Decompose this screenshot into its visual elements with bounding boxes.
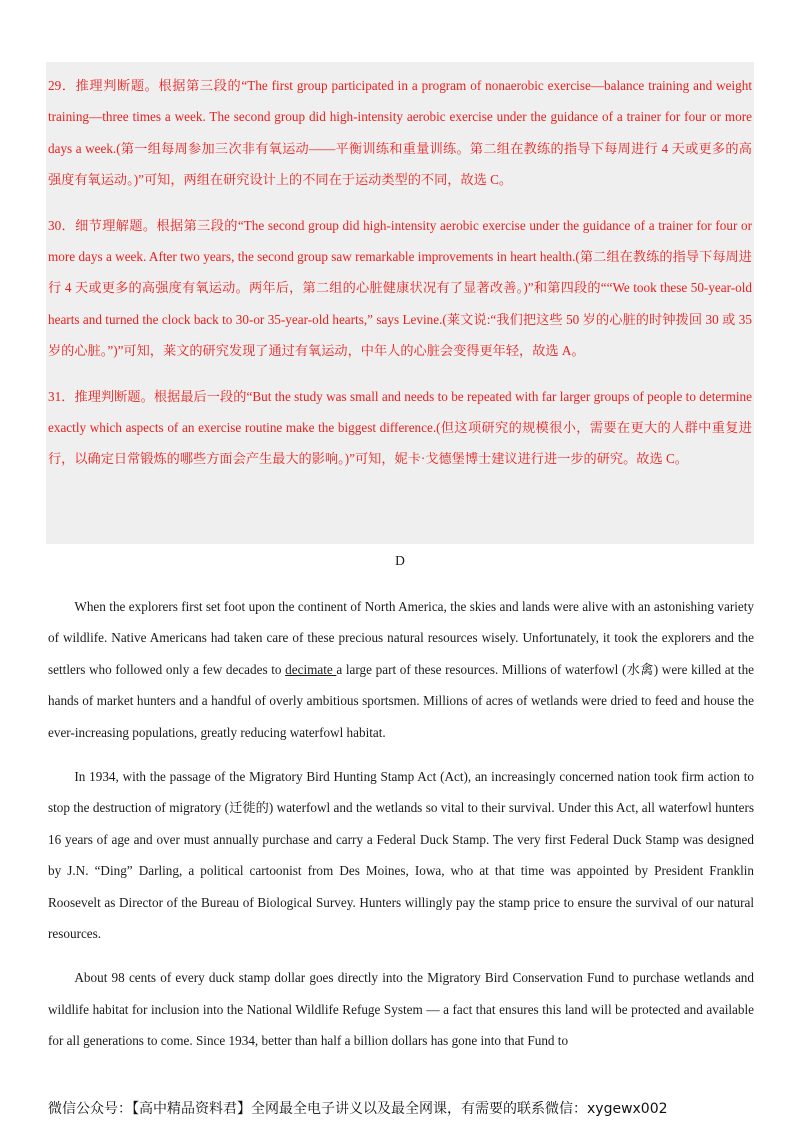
answer-explanation-29: 29．推理判断题。根据第三段的“The first group participated in a program of nonaerobic exercise—balance training and weight training—three times a week. The second group did high-intensity aerobic exercise under the guidance of a trainer for four or more days a week.(第一组每周参加三次非有氧运动——平衡训练和重量训练。第二组在教练的指导下每周进行 4 天或更多的高强度有氧运动。)”可知，两组在研究设计上的不同在于运动类型的不同，故选 C。 xyxy=(48,78,752,188)
passage-paragraph-3: About 98 cents of every duck stamp dollar goes directly into the Migratory Bird Conservation Fund to purchase wetlands and wildlife habitat for inclusion into the National Wildlife Refuge System — a fact that ensures this land will be protected and available for all generations to come. Since 1934, better than half a billion dollars has gone into that Fund to xyxy=(48,970,754,1049)
answer-explanation-30: 30．细节理解题。根据第三段的“The second group did high-intensity aerobic exercise under the guidance of a trainer for four or more days a week. After two years, the second group saw remarkable improvements in heart health.(第二组在教练的指导下每周进行 4 天或更多的高强度有氧运动。两年后，第二组的心脏健康状况有了显著改善。)”和第四段的““We took these 50-year-old hearts and turned the clock back to 30-or 35-year-old hearts,” says Levine.(莱文说:“我们把这些 50 岁的心脏的时钟拨回 30 或 35 岁的心脏。”)”可知，莱文的研究发现了通过有氧运动，中年人的心脏会变得更年轻，故选 A。 xyxy=(48,217,752,359)
passage-paragraph-2: In 1934, with the passage of the Migratory Bird Hunting Stamp Act (Act), an increasingly concerned nation took firm action to stop the destruction of migratory (迁徙的) waterfowl and the wetlands so vital to their survival. Under this Act, all waterfowl hunters 16 years of age and over must annually purchase and carry a Federal Duck Stamp. The very first Federal Duck Stamp was designed by J.N. “Ding” Darling, a political cartoonist from Des Moines, Iowa, who at that time was appointed by President Franklin Roosevelt as Director of the Bureau of Biological Survey. Hunters willingly pay the stamp price to ensure the survival of our natural resources. xyxy=(48,769,754,942)
footer-note: 微信公众号：【高中精品资料君】全网最全电子讲义以及最全网课，有需要的联系微信：xygewx002 xyxy=(48,1101,668,1117)
answer-explanation-box xyxy=(46,62,754,544)
reading-passage xyxy=(48,591,754,1070)
answer-explanation-31: 31．推理判断题。根据最后一段的“But the study was small and needs to be repeated with far larger groups of people to determine exactly which aspects of an exercise routine make the biggest difference.(但这项研究的规模很小，需要在更大的人群中重复进行，以确定日常锻炼的哪些方面会产生最大的影响。)”可知，妮卡·戈德堡博士建议进行进一步的研究。故选 C。 xyxy=(48,388,752,467)
passage-text: a large part of these resources. Millions of waterfowl (水禽) were killed at the hands of market hunters and a handful of overly ambitious sportsmen. Millions of acres of wetlands were dried to feed and house the ever-increasing populations, greatly reducing waterfowl habitat. xyxy=(48,661,755,740)
passage-text: When the explorers first set foot upon the continent of North America, the skies and lands were alive with an astonishing variety of wildlife. Native Americans had taken care of these precious natural resources wisely. Unfortunately, it took the explorers and the settlers who followed only a few decades to xyxy=(48,599,754,677)
passage-paragraph-1 xyxy=(48,591,754,748)
section-heading: D xyxy=(395,553,405,568)
underlined-word: decimate xyxy=(285,661,337,677)
